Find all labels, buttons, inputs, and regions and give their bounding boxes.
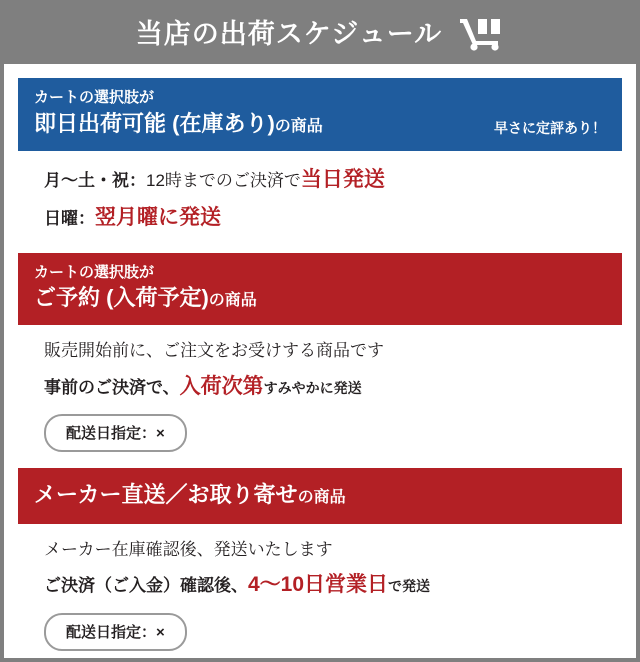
- banner-title: [34, 480, 606, 511]
- delivery-date-badge: 配送日指定：×: [44, 613, 187, 651]
- banner-title-suffix: の商品: [274, 117, 323, 135]
- section-details-immediate: [18, 151, 622, 245]
- detail-highlight: 翌月曜に発送: [95, 206, 221, 230]
- section-details-reservation: [18, 325, 622, 456]
- spacer: [18, 456, 622, 468]
- section-banner-reservation: [18, 253, 622, 326]
- banner-title-suffix: の商品: [208, 292, 257, 310]
- page-header: [4, 4, 636, 64]
- detail-label: 月～土・祝：: [44, 170, 146, 190]
- detail-line: [44, 164, 608, 197]
- detail-label: ご決済（ご入金）確認後、: [44, 576, 248, 596]
- detail-plain: メーカー在庫確認後、発送いたします: [44, 539, 333, 559]
- banner-title: [34, 283, 606, 314]
- detail-small: すみやかに発送: [263, 379, 362, 396]
- banner-title-text: ご予約 (入荷予定): [34, 285, 209, 311]
- detail-plain: 12時までのご決済で: [146, 170, 301, 190]
- detail-label: 事前のご決済で、: [44, 377, 180, 397]
- detail-line: [44, 371, 608, 404]
- detail-line: [44, 569, 608, 602]
- section-banner-immediate: [18, 78, 622, 151]
- sections-container: [4, 64, 636, 655]
- banner-subtitle: カートの選択肢が: [34, 89, 155, 106]
- section-details-direct-order: [18, 524, 622, 655]
- banner-title-suffix: の商品: [297, 489, 346, 507]
- banner-note: 早さに定評あり！: [494, 119, 606, 136]
- detail-label: 日曜：: [44, 209, 95, 229]
- banner-title-text: 即日出荷可能 (在庫あり): [34, 110, 275, 136]
- page-title: 当店の出荷スケジュール: [135, 18, 443, 49]
- detail-highlight: 入荷次第: [179, 374, 264, 398]
- hand-truck-icon: [458, 17, 504, 51]
- detail-highlight: 当日発送: [300, 167, 385, 191]
- banner-subtitle: カートの選択肢が: [34, 263, 155, 281]
- detail-plain: 販売開始前に、ご注文をお受けする商品です: [44, 341, 384, 361]
- detail-line: [44, 202, 608, 235]
- section-banner-direct-order: [18, 468, 622, 524]
- spacer: [18, 245, 622, 253]
- detail-small: で発送: [388, 578, 431, 595]
- delivery-date-badge: 配送日指定：×: [44, 414, 187, 452]
- banner-title-text: メーカー直送／お取り寄せ: [34, 482, 298, 508]
- detail-line: [44, 537, 608, 563]
- detail-line: [44, 338, 608, 364]
- detail-highlight: 4～10日営業日: [248, 573, 389, 597]
